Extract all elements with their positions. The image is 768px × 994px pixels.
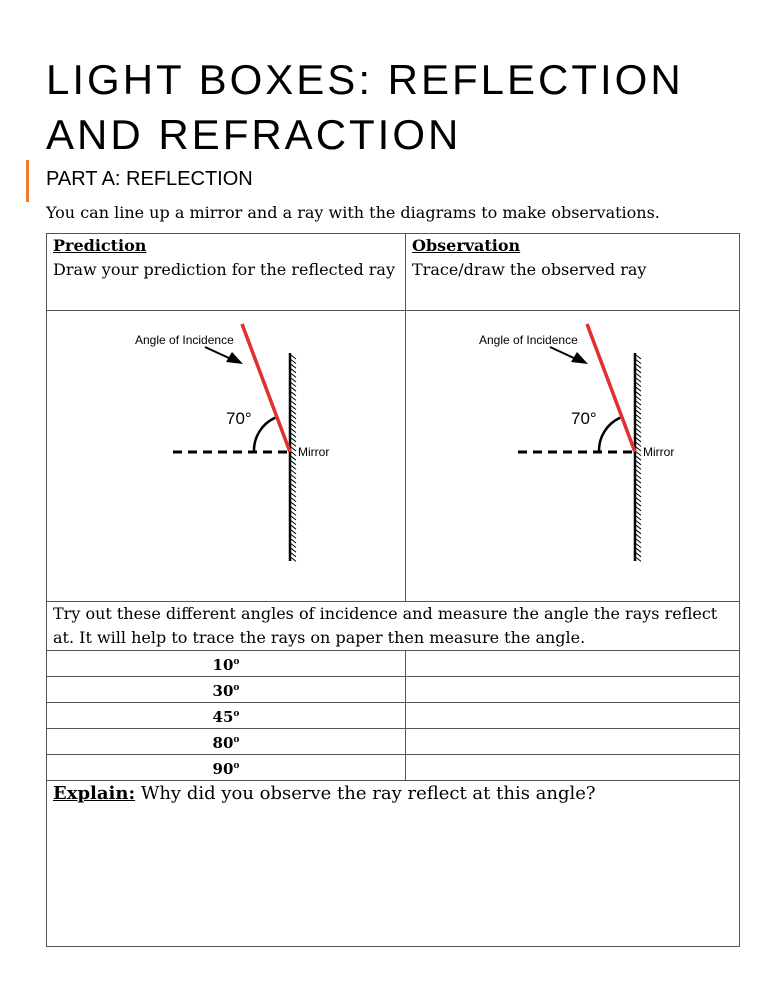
incidence-label: Angle of Incidence bbox=[135, 333, 234, 347]
angle-row bbox=[47, 729, 740, 755]
heading-accent-bar bbox=[26, 160, 29, 202]
prediction-diagram-cell[interactable] bbox=[47, 311, 406, 602]
explain-label: Explain: bbox=[53, 783, 136, 804]
hatch-marks bbox=[291, 355, 296, 561]
instructions-text: Try out these different angles of incidence and measure the angle the rays reflect at. It will help to trace the rays on paper then measure the angle. bbox=[47, 602, 740, 651]
angle-row bbox=[47, 677, 740, 703]
arrow-head-icon bbox=[226, 352, 243, 364]
angle-value: 45 bbox=[212, 708, 234, 726]
prediction-text: Draw your prediction for the reflected ray bbox=[53, 260, 396, 279]
angle-cell bbox=[47, 703, 406, 729]
angle-arc bbox=[254, 418, 275, 452]
degree-mark: o bbox=[233, 683, 240, 693]
pointer-arrow bbox=[205, 347, 231, 359]
degree-mark: o bbox=[233, 735, 240, 745]
angle-cell bbox=[47, 651, 406, 677]
incident-ray bbox=[587, 324, 635, 452]
measurement-cell[interactable] bbox=[406, 703, 740, 729]
degree-mark: o bbox=[233, 657, 240, 667]
incidence-label: Angle of Incidence bbox=[479, 333, 578, 347]
explain-row bbox=[47, 781, 740, 947]
mirror-label: Mirror bbox=[643, 445, 675, 459]
explain-question: Why did you observe the ray reflect at this angle? bbox=[135, 783, 596, 804]
reflection-diagram bbox=[412, 311, 746, 597]
section-heading: PART A: REFLECTION bbox=[46, 168, 253, 190]
arrow-head-icon bbox=[571, 352, 588, 364]
worksheet-table bbox=[46, 233, 740, 947]
hatch-marks bbox=[636, 355, 641, 561]
angle-value: 10 bbox=[212, 656, 234, 674]
degree-mark: o bbox=[233, 709, 240, 719]
angle-value: 80 bbox=[212, 734, 234, 752]
page-title: LIGHT BOXES: REFLECTION AND REFRACTION bbox=[46, 56, 684, 158]
prediction-cell[interactable] bbox=[47, 234, 406, 311]
reflection-diagram bbox=[53, 311, 412, 597]
angle-value: 90 bbox=[212, 760, 234, 778]
measurement-cell[interactable] bbox=[406, 677, 740, 703]
angle-cell bbox=[47, 755, 406, 781]
explain-cell[interactable] bbox=[47, 781, 740, 947]
observation-diagram-cell[interactable] bbox=[406, 311, 740, 602]
diagram-row bbox=[47, 311, 740, 602]
header-row bbox=[47, 234, 740, 311]
intro-text: You can line up a mirror and a ray with the diagrams to make observations. bbox=[46, 203, 660, 222]
measurement-cell[interactable] bbox=[406, 755, 740, 781]
angle-value: 30 bbox=[212, 682, 234, 700]
pointer-arrow bbox=[550, 347, 576, 359]
incident-ray bbox=[242, 324, 290, 452]
angle-arc bbox=[599, 418, 620, 452]
prediction-label: Prediction bbox=[53, 236, 147, 255]
mirror-label: Mirror bbox=[298, 445, 330, 459]
observation-label: Observation bbox=[412, 236, 521, 255]
angle-row bbox=[47, 651, 740, 677]
angle-cell bbox=[47, 677, 406, 703]
observation-cell[interactable] bbox=[406, 234, 740, 311]
degree-mark: o bbox=[233, 761, 240, 771]
measurement-cell[interactable] bbox=[406, 729, 740, 755]
observation-text: Trace/draw the observed ray bbox=[412, 260, 647, 279]
angle-row bbox=[47, 703, 740, 729]
measurement-cell[interactable] bbox=[406, 651, 740, 677]
angle-label: 70° bbox=[226, 409, 252, 428]
instructions-row bbox=[47, 602, 740, 651]
angle-label: 70° bbox=[571, 409, 597, 428]
angle-row bbox=[47, 755, 740, 781]
angle-cell bbox=[47, 729, 406, 755]
